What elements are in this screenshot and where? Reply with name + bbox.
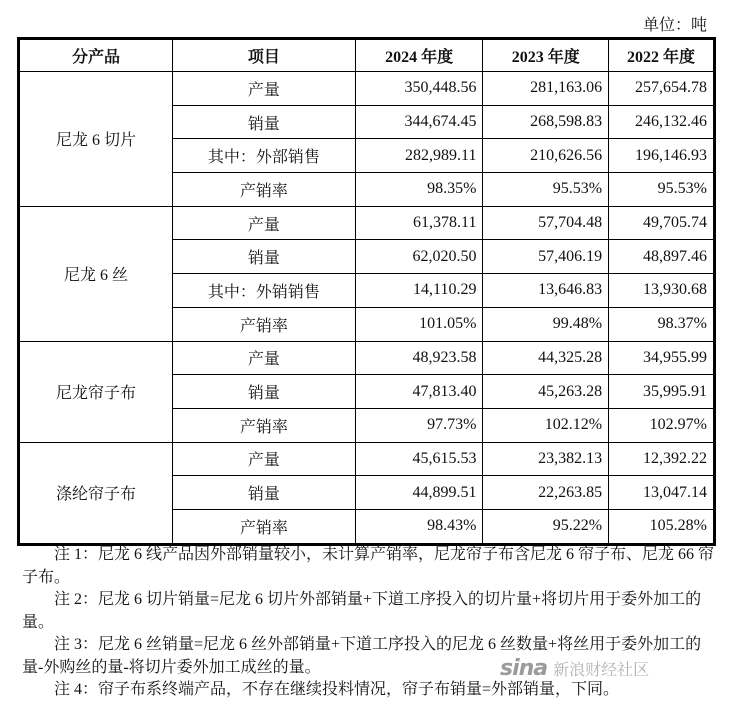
value-cell: 102.97% — [609, 408, 715, 442]
value-cell: 13,930.68 — [609, 274, 715, 308]
value-cell: 47,813.40 — [355, 375, 483, 409]
value-cell: 99.48% — [483, 307, 609, 341]
value-cell: 13,047.14 — [609, 476, 715, 510]
item-cell: 产销率 — [172, 173, 355, 207]
value-cell: 44,899.51 — [355, 476, 483, 510]
product-cell: 尼龙 6 切片 — [19, 72, 173, 207]
value-cell: 61,378.11 — [355, 206, 483, 240]
note-1: 注 1：尼龙 6 线产品因外部销量较小，未计算产销率，尼龙帘子布含尼龙 6 帘子布、尼龙 66 帘子布。 — [22, 546, 715, 586]
value-cell: 45,615.53 — [355, 442, 483, 476]
value-cell: 44,325.28 — [483, 341, 609, 375]
table-row — [19, 341, 715, 375]
value-cell: 210,626.56 — [483, 139, 609, 173]
value-cell: 23,382.13 — [483, 442, 609, 476]
value-cell: 282,989.11 — [355, 139, 483, 173]
product-cell: 涤纶帘子布 — [19, 442, 173, 544]
value-cell: 49,705.74 — [609, 206, 715, 240]
watermark-logo: sina — [500, 656, 548, 681]
item-cell: 销量 — [172, 105, 355, 139]
value-cell: 97.73% — [355, 408, 483, 442]
value-cell: 35,995.91 — [609, 375, 715, 409]
value-cell: 246,132.46 — [609, 105, 715, 139]
header-2024: 2024 年度 — [355, 39, 483, 72]
value-cell: 196,146.93 — [609, 139, 715, 173]
value-cell: 57,406.19 — [483, 240, 609, 274]
value-cell: 268,598.83 — [483, 105, 609, 139]
value-cell: 48,897.46 — [609, 240, 715, 274]
note-4: 注 4：帘子布系终端产品，不存在继续投料情况，帘子布销量=外部销量，下同。 — [54, 681, 620, 698]
value-cell: 62,020.50 — [355, 240, 483, 274]
value-cell: 98.43% — [355, 509, 483, 544]
item-cell: 其中：外销销售 — [172, 274, 355, 308]
value-cell: 95.22% — [483, 509, 609, 544]
item-cell: 产销率 — [172, 408, 355, 442]
value-cell: 34,955.99 — [609, 341, 715, 375]
item-cell: 销量 — [172, 240, 355, 274]
item-cell: 产销率 — [172, 509, 355, 544]
value-cell: 14,110.29 — [355, 274, 483, 308]
item-cell: 销量 — [172, 375, 355, 409]
production-sales-table — [17, 37, 716, 546]
value-cell: 101.05% — [355, 307, 483, 341]
item-cell: 产量 — [172, 72, 355, 106]
table-row — [19, 442, 715, 476]
value-cell: 22,263.85 — [483, 476, 609, 510]
value-cell: 98.35% — [355, 173, 483, 207]
product-cell: 尼龙帘子布 — [19, 341, 173, 442]
footnotes — [22, 544, 714, 702]
value-cell: 48,923.58 — [355, 341, 483, 375]
value-cell: 57,704.48 — [483, 206, 609, 240]
header-2023: 2023 年度 — [483, 39, 609, 72]
value-cell: 102.12% — [483, 408, 609, 442]
item-cell: 产量 — [172, 341, 355, 375]
table-header-row — [19, 39, 715, 72]
product-cell: 尼龙 6 丝 — [19, 206, 173, 341]
value-cell: 95.53% — [483, 173, 609, 207]
item-cell: 产量 — [172, 442, 355, 476]
value-cell: 257,654.78 — [609, 72, 715, 106]
value-cell: 13,646.83 — [483, 274, 609, 308]
item-cell: 产量 — [172, 206, 355, 240]
watermark-text: 新浪财经社区 — [553, 660, 650, 679]
table-row — [19, 72, 715, 106]
note-3: 注 3：尼龙 6 丝销量=尼龙 6 丝外部销量+下道工序投入的尼龙 6 丝数量+将丝用于委外加工的量-外购丝的量-将切片委外加工成丝的量。 — [22, 636, 702, 676]
value-cell: 12,392.22 — [609, 442, 715, 476]
note-2: 注 2：尼龙 6 切片销量=尼龙 6 切片外部销量+下道工序投入的切片量+将切片用于委外加工的量。 — [22, 591, 702, 631]
item-cell: 产销率 — [172, 307, 355, 341]
value-cell: 45,263.28 — [483, 375, 609, 409]
value-cell: 105.28% — [609, 509, 715, 544]
header-product: 分产品 — [19, 39, 173, 72]
header-2022: 2022 年度 — [609, 39, 715, 72]
value-cell: 98.37% — [609, 307, 715, 341]
unit-label: 单位：吨 — [642, 17, 707, 34]
item-cell: 销量 — [172, 476, 355, 510]
table-row — [19, 206, 715, 240]
value-cell: 95.53% — [609, 173, 715, 207]
item-cell: 其中：外部销售 — [172, 139, 355, 173]
value-cell: 344,674.45 — [355, 105, 483, 139]
header-item: 项目 — [172, 39, 355, 72]
value-cell: 281,163.06 — [483, 72, 609, 106]
value-cell: 350,448.56 — [355, 72, 483, 106]
